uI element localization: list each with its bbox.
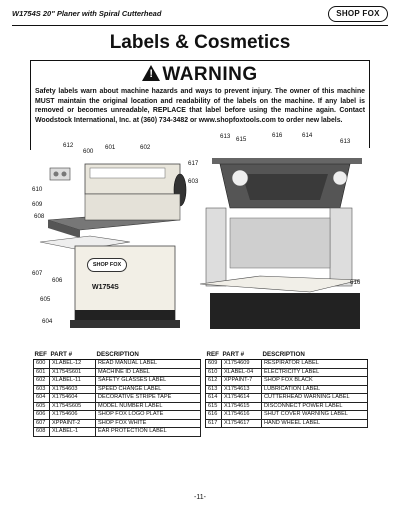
- cell-part: X1754604: [50, 394, 96, 403]
- cell-part: XPPAINT-2: [50, 419, 96, 428]
- cell-ref: 601: [34, 368, 50, 377]
- cell-desc: RESPIRATOR LABEL: [262, 360, 368, 369]
- cell-desc: CUTTERHEAD WARNING LABEL: [262, 394, 368, 403]
- cell-part: X1754603: [50, 385, 96, 394]
- planer-top-illustration: [200, 148, 370, 334]
- callout-610: 610: [32, 186, 43, 193]
- col-description: DESCRIPTION: [96, 351, 201, 360]
- cell-ref: 602: [34, 377, 50, 386]
- callout-601: 601: [105, 144, 116, 151]
- cell-desc: HAND WHEEL LABEL: [262, 419, 368, 428]
- planer-front-photo: [30, 142, 200, 336]
- table-row: [34, 402, 201, 411]
- cell-desc: SHOP FOX LOGO PLATE: [96, 411, 201, 420]
- callout-600: 600: [83, 148, 94, 155]
- cell-part: X1754606: [50, 411, 96, 420]
- table-row: [34, 377, 201, 386]
- callout-605: 605: [40, 296, 51, 303]
- labels-table-left: [33, 351, 201, 437]
- header-rule: [12, 25, 388, 26]
- callout-602: 602: [140, 144, 151, 151]
- cell-part: X1754S605: [50, 402, 96, 411]
- cell-part: X1754609: [222, 360, 262, 369]
- col-ref: REF: [34, 351, 50, 360]
- cell-part: XLABEL-04: [222, 368, 262, 377]
- cell-ref: 615: [206, 402, 222, 411]
- callout-613-top: 613: [220, 133, 231, 140]
- planer-top-photo: [200, 132, 370, 334]
- warning-box: [30, 60, 370, 155]
- table-row: [206, 419, 368, 428]
- cell-ref: 600: [34, 360, 50, 369]
- cell-ref: 608: [34, 428, 50, 437]
- callout-612: 612: [63, 142, 74, 149]
- table-row: [34, 360, 201, 369]
- cell-part: XLABEL-12: [50, 360, 96, 369]
- callout-607: 607: [32, 270, 43, 277]
- page-number: -11-: [194, 494, 206, 501]
- header-title: W1754S 20" Planer with Spiral Cutterhead: [12, 9, 162, 18]
- callout-616-right: 616: [350, 279, 361, 286]
- cell-part: X1754617: [222, 419, 262, 428]
- table-row: [206, 394, 368, 403]
- callout-604: 604: [42, 318, 53, 325]
- shop-fox-logo: SHOP FOX: [328, 6, 388, 22]
- cell-desc: MODEL NUMBER LABEL: [96, 402, 201, 411]
- cell-desc: SPEED CHANGE LABEL: [96, 385, 201, 394]
- callout-614: 614: [302, 132, 313, 139]
- col-part: PART #: [50, 351, 96, 360]
- col-description: DESCRIPTION: [262, 351, 368, 360]
- cell-ref: 603: [34, 385, 50, 394]
- col-ref: REF: [206, 351, 222, 360]
- labels-table-right: [205, 351, 368, 428]
- cell-desc: DISCONNECT POWER LABEL: [262, 402, 368, 411]
- table-row: [206, 385, 368, 394]
- table-row: [34, 394, 201, 403]
- planer-front-illustration: [30, 150, 200, 336]
- warning-text: Safety labels warn about machine hazards and ways to prevent injury. The owner of this machine MUST maintain the original location and readability of the labels on the machine. If any label is removed or becomes unreadable, REPLACE that label before using the machine again. Contact Woodstock International, Inc. at (360) 734-3482 or www.shopfoxtools.com to order new labels.: [35, 88, 365, 124]
- callout-613-right: 613: [340, 138, 351, 145]
- cell-desc: SHOP FOX WHITE: [96, 419, 201, 428]
- table-row: [34, 428, 201, 437]
- cell-ref: 605: [34, 402, 50, 411]
- callout-615: 615: [236, 136, 247, 143]
- callout-609: 609: [32, 201, 43, 208]
- cell-desc: SHUT COVER WARNING LABEL: [262, 411, 368, 420]
- table-row: [206, 368, 368, 377]
- table-row: [34, 419, 201, 428]
- cell-ref: 614: [206, 394, 222, 403]
- cell-desc: READ MANUAL LABEL: [96, 360, 201, 369]
- table-row: [34, 385, 201, 394]
- callout-603: 603: [188, 178, 199, 185]
- cell-part: X1754613: [222, 385, 262, 394]
- cell-ref: 612: [206, 377, 222, 386]
- table-row: [206, 360, 368, 369]
- warning-triangle-icon: !: [142, 65, 160, 81]
- cell-ref: 609: [206, 360, 222, 369]
- callout-606: 606: [52, 277, 63, 284]
- table-row: [34, 368, 201, 377]
- cell-ref: 604: [34, 394, 50, 403]
- page-title: Labels & Cosmetics: [109, 32, 291, 53]
- cell-part: X1754614: [222, 394, 262, 403]
- cell-ref: 606: [34, 411, 50, 420]
- cell-desc: SAFETY GLASSES LABEL: [96, 377, 201, 386]
- shop-fox-logo-plate: SHOP FOX: [87, 258, 127, 272]
- cell-part: XLABEL-1: [50, 428, 96, 437]
- warning-heading-text: WARNING: [162, 64, 258, 85]
- cell-part: XLABEL-11: [50, 377, 96, 386]
- cell-ref: 610: [206, 368, 222, 377]
- cell-part: X1754616: [222, 411, 262, 420]
- cell-desc: LUBRICATION LABEL: [262, 385, 368, 394]
- cell-desc: MACHINE ID LABEL: [96, 368, 201, 377]
- cell-ref: 617: [206, 419, 222, 428]
- cell-part: X1754615: [222, 402, 262, 411]
- callout-617: 617: [188, 160, 199, 167]
- cell-ref: 607: [34, 419, 50, 428]
- cell-part: XPPAINT-7: [222, 377, 262, 386]
- cell-ref: 616: [206, 411, 222, 420]
- callout-608: 608: [34, 213, 45, 220]
- cell-desc: DECORATIVE STRIPE TAPE: [96, 394, 201, 403]
- table-row: [34, 411, 201, 420]
- machine-model-label: W1754S: [92, 284, 119, 291]
- page-header: [12, 6, 388, 24]
- cell-desc: SHOP FOX BLACK: [262, 377, 368, 386]
- table-row: [206, 411, 368, 420]
- cell-part: X1754S601: [50, 368, 96, 377]
- callout-616-top: 616: [272, 132, 283, 139]
- warning-heading: [31, 64, 369, 86]
- cell-desc: EAR PROTECTION LABEL: [96, 428, 201, 437]
- table-row: [206, 402, 368, 411]
- table-row: [206, 377, 368, 386]
- cell-ref: 613: [206, 385, 222, 394]
- cell-desc: ELECTRICITY LABEL: [262, 368, 368, 377]
- col-part: PART #: [222, 351, 262, 360]
